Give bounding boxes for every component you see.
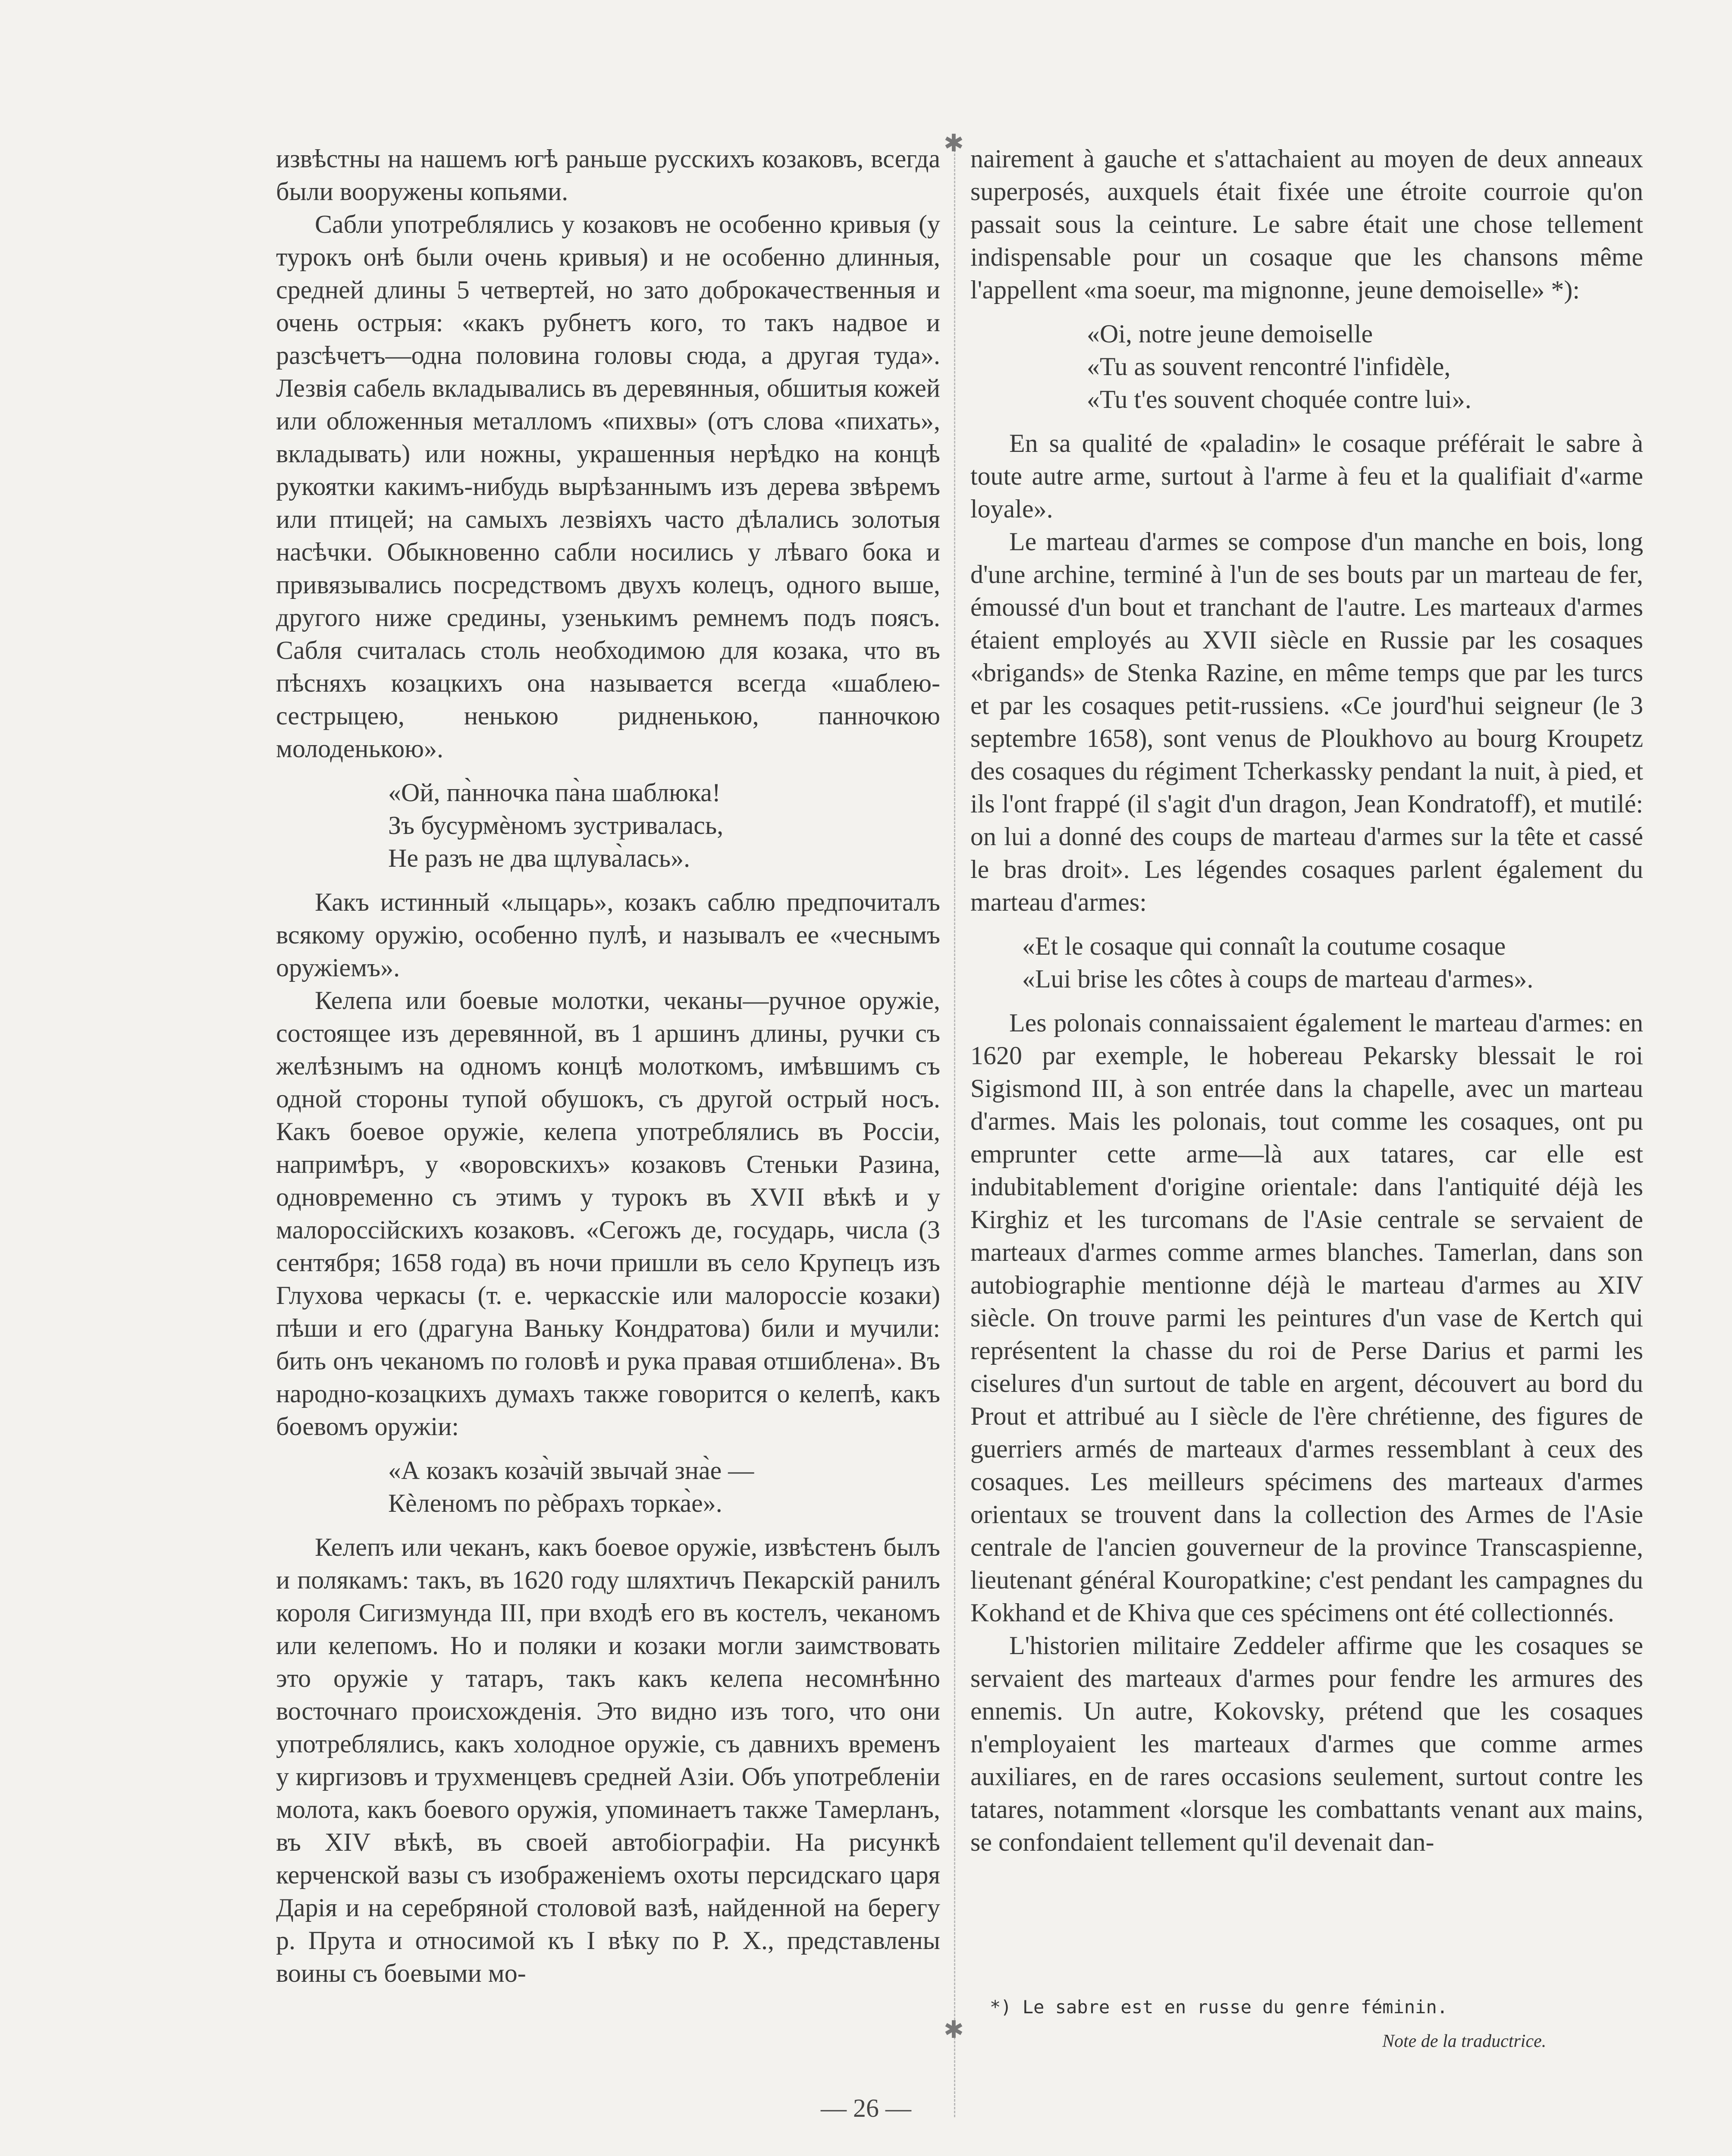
verse-line: Не разъ не два щлува̀лась». (388, 844, 690, 872)
column-divider (954, 138, 955, 2117)
verse-line: «Tu t'es souvent choquée contre lui». (1087, 385, 1472, 414)
paragraph: Le marteau d'armes se compose d'un manche en bois, long d'une archine, terminé à l'un de ses bouts par un marteau de fer, émoussé d'un bout et tranchant de l'autre. Les marteaux d'armes étaient employés au XVII siècle en Russie par les cosaques «brigands» de Stenka Razine, en même temps que par les turcs et par les cosaques petit-russiens. «Ce jourd'hui seigneur (le 3 septembre 1658), sont venus de Ploukhovo au bourg Kroupetz des cosaques du régiment Tcherkassky pendant la nuit, à pied, et ils l'ont frappé (il s'agit d'un dragon, Jean Kondratoff), et mutilé: on lui a donné des coups de marteau d'armes sur la tête et cassé le bras droit». Les légendes cosaques parlent également du marteau d'armes: (970, 527, 1643, 916)
paragraph: Les polonais connaissaient également le marteau d'armes: en 1620 par exemple, le hobereau Pekarsky blessait le roi Sigismond III, à son entrée dans la chapelle, avec un marteau d'armes. Mais les polonais, tout comme les cosaques, ont pu emprunter cette arme—là aux tatares, car elle est indubitablement d'origine orientale: dans l'antiquité déjà les Kirghiz et les turcomans de l'Asie centrale se servaient de marteaux d'armes comme armes blanches. Tamerlan, dans son autobiographie mentionne déjà le marteau d'armes au XIV siècle. On trouve parmi les peintures d'un vase de Kertch qui représentent la chasse du roi de Perse Darius et parmi les ciselures d'un surtout de table en argent, découvert au bord du Prout et attribué au I siècle de l'ère chrétienne, des figures de guerriers armés de marteaux d'armes ressemblant à ceux des cosaques. Les meilleurs spécimens des marteaux d'armes orientaux se trouvent dans la collection des Armes de l'Asie centrale de l'ancien gouverneur de la province Transcaspienne, lieutenant général Kouropatkine; c'est pendant les campagnes du Kokhand et de Khiva que ces spécimens ont été collectionnés. (970, 1009, 1643, 1627)
verse-block (970, 317, 1643, 416)
russian-column (276, 142, 940, 1990)
paragraph: Сабли употреблялись у козаковъ не особенно кривыя (у турокъ онѣ были очень кривыя) и не особенно длинныя, средней длины 5 четвертей, но зато доброкачественныя и очень острыя: «какъ рубнетъ кого, то такъ надвое и разсѣчетъ—одна половина головы сюда, а другая туда». Лезвія сабель вкладывались въ деревянныя, обшитыя кожей или обложенныя металломъ «пихвы» (отъ слова «пихать», вкладывать) или ножны, украшенныя нерѣдко на концѣ рукоятки какимъ-нибудь вырѣзаннымъ изъ дерева звѣремъ или птицей; на самыхъ лезвіяхъ часто дѣлались золотыя насѣчки. Обыкновенно сабли носились у лѣваго бока и привязывались посредствомъ двухъ колецъ, одного выше, другого ниже средины, узенькимъ ремнемъ подъ поясъ. Сабля считалась столь необходимою для козака, что въ пѣсняхъ козацкихъ она называется всегда «шаблею-сестрыцею, ненькою ридненькою, панночкою молоденькою». (276, 210, 940, 763)
verse-line: Зъ бусурмѐномъ зустривалась, (388, 811, 724, 840)
paragraph: nairement à gauche et s'attachaient au moyen de deux anneaux superposés, auxquels était fixée une étroite courroie qu'on passait sous la ceinture. Le sabre était une chose tellement indispensable pour un cosaque que les chansons même l'appellent «ma soeur, ma mignonne, jeune demoiselle» *): (970, 144, 1643, 304)
verse-line: «Oi, notre jeune demoiselle (1087, 320, 1373, 348)
page-number: — 26 — (821, 2094, 911, 2122)
french-column (970, 142, 1643, 1858)
verse-line: «А козакъ коза̀чій звычай зна̀е — (388, 1456, 754, 1485)
verse-line: Кѐленомъ по рѐбрахъ торка̀е». (388, 1489, 722, 1517)
paragraph: Какъ истинный «лыцарь», козакъ саблю предпочиталъ всякому оружію, особенно пулѣ, и называлъ ее «чеснымъ оружіемъ». (276, 888, 940, 982)
paragraph: Келепа или боевые молотки, чеканы—ручное оружіе, состоящее изъ деревянной, въ 1 аршинъ длины, ручки съ желѣзнымъ на одномъ концѣ молоткомъ, имѣвшимъ съ одной стороны тупой обушокъ, съ другой острый носъ. Какъ боевое оружіе, келепа употреблялись въ Россіи, напримѣръ, у «воровскихъ» козаковъ Стеньки Разина, одновременно съ этимъ у турокъ въ XVII вѣкѣ и у малороссійскихъ козаковъ. «Сегожъ де, государь, числа (3 сентября; 1658 года) въ ночи пришли въ село Крупецъ изъ Глухова черкасы (т. е. черкасскіе или малороссіе козаки) пѣши и его (драгуна Ваньку Кондратова) били и мучили: бить онъ чеканомъ по головѣ и рука правая отшиблена». Въ народно-козацкихъ думахъ также говорится о келепѣ, какъ боевомъ оружіи: (276, 986, 940, 1441)
verse-line: «Et le cosaque qui connaît la coutume cosaque (1022, 932, 1506, 960)
paragraph: L'historien militaire Zeddeler affirme que les cosaques se servaient des marteaux d'armes pour fendre les armures des ennemis. Un autre, Kokovsky, prétend que les cosaques n'employaient les marteaux d'armes que comme armes auxiliares, en de rares occasions seulement, surtout contre les tatares, notamment «lorsque les combattants venant aux mains, se confondaient tellement qu'il devenait dan- (970, 1631, 1643, 1856)
verse-block (970, 930, 1643, 995)
paragraph: En sa qualité de «paladin» le cosaque préférait le sabre à toute autre arme, surtout à l'arme à feu et la qualifiait d'«arme loyale». (970, 429, 1643, 523)
paragraph: извѣстны на нашемъ югѣ раньше русскихъ козаковъ, всегда были вооружены копьями. (276, 144, 940, 206)
footnote-signature: Note de la traductrice. (1382, 2031, 1547, 2051)
verse-block (276, 1454, 940, 1520)
asterisk-ornament-icon: ✱ (944, 130, 964, 157)
verse-block (276, 776, 940, 874)
paragraph: Келепъ или чеканъ, какъ боевое оружіе, извѣстенъ былъ и полякамъ: такъ, въ 1620 году шляхтичъ Пекарскій ранилъ короля Сигизмунда III, при входѣ его въ костелъ, чеканомъ или келепомъ. Но и поляки и козаки могли заимствовать это оружіе у татаръ, такъ какъ келепа несомнѣнно восточнаго происхожденія. Это видно изъ того, что они употреблялись, какъ холодное оружіе, съ давнихъ временъ у киргизовъ и трухменцевъ средней Азіи. Объ употребленіи молота, какъ боевого оружія, упоминаетъ также Тамерланъ, въ XIV вѣкѣ, въ своей автобіографіи. На рисункѣ керченской вазы съ изображеніемъ охоты персидскаго царя Дарія и на серебряной столовой вазѣ, найденной на берегу р. Прута и относимой къ I вѣку по Р. Х., представлены воины съ боевыми мо- (276, 1533, 940, 1987)
verse-line: «Ой, па̀нночка па̀на шаблюка! (388, 778, 721, 807)
verse-line: «Lui brise les côtes à coups de marteau d'armes». (1022, 965, 1534, 993)
verse-line: «Tu as souvent rencontré l'infidèle, (1087, 352, 1451, 381)
asterisk-ornament-icon: ✱ (944, 2017, 964, 2043)
footnote: *) Le sabre est en russe du genre féminin. (990, 1996, 1448, 2018)
